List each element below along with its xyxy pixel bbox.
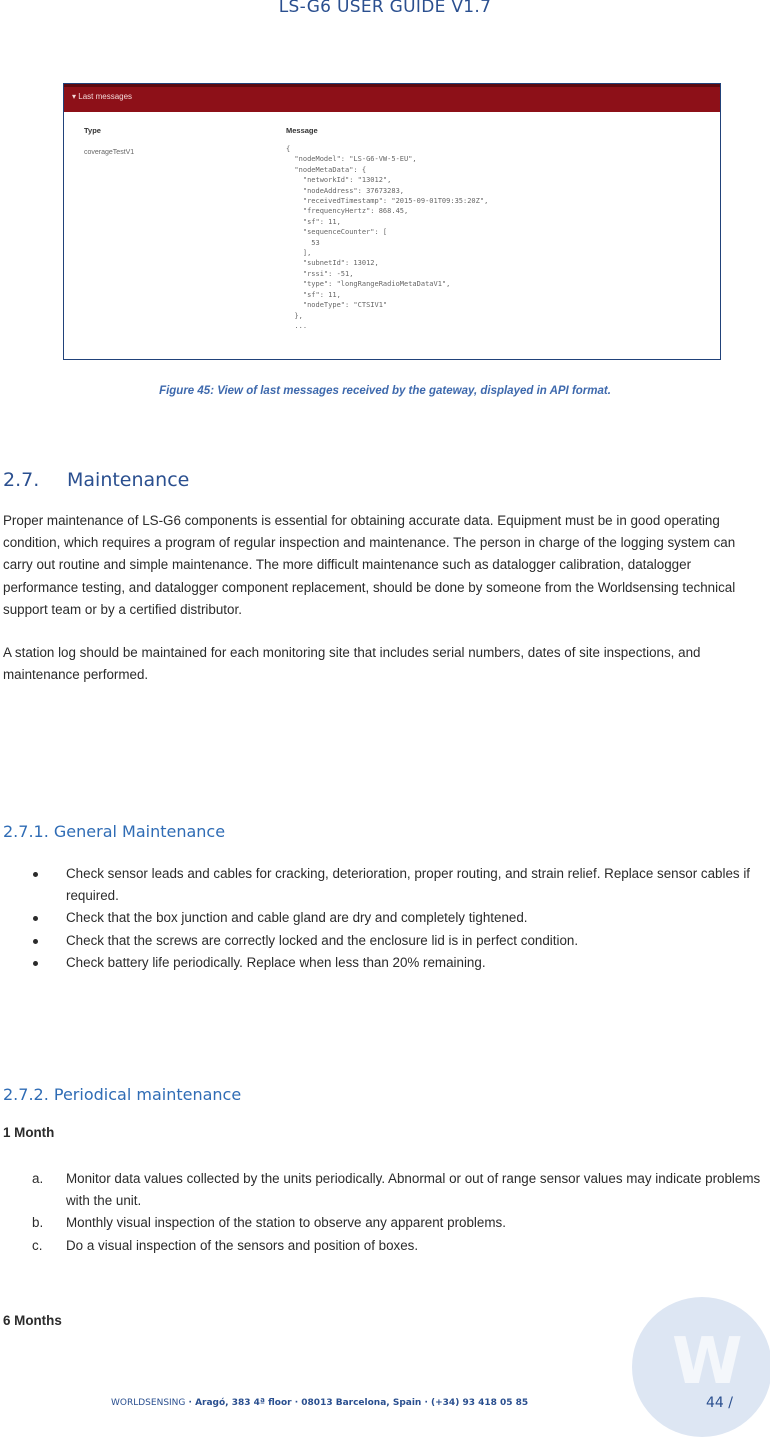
panel-title: Last messages (78, 92, 133, 101)
maintenance-paragraph-1: Proper maintenance of LS-G6 components is essential for obtaining accurate data. Equipment must be in good operating condition, which requires a program of regular inspection and maintenance. The person in charge of the logging system can carry out routine and simple maintenance. The more difficult maintenance such as datalogger calibration, datalogger performance testing, and datalogger component replacement, should be done by someone from the Worldsensing technical support team or by a certified distributor. (3, 513, 736, 617)
figure-caption: Figure 45: View of last messages received by the gateway, displayed in API format. (159, 385, 611, 397)
chevron-down-icon: ▾ (72, 92, 79, 101)
column-header-message: Message (286, 126, 318, 135)
subheading-1-month: 1 Month (3, 1125, 55, 1140)
message-json-cell: { "nodeModel": "LS-G6-VW-5-EU", "nodeMetaData": { "networkId": "13012", "nodeAddress": 37673283, "receivedTimestamp": "2015-09-01T09:35:20Z", "frequencyHertz": 868.45, "sf": 11, "sequenceCounter": [ 53 ], "subnetId": 13012, "rssi": -51, "type": "longRangeRadioMetaDataV1", "sf": 11, "nodeType": "CTSIV1" }, ... (286, 145, 489, 330)
section-title: Maintenance (67, 469, 190, 491)
maintenance-paragraph-2: A station log should be maintained for each monitoring site that includes serial numbers, dates of site inspections, and maintenance performed. (3, 645, 701, 683)
list-item: Check that the box junction and cable gland are dry and completely tightened. (0, 907, 760, 929)
list-item: Check sensor leads and cables for cracking, deterioration, proper routing, and strain relief. Replace sensor cables if required. (0, 863, 760, 907)
column-header-type: Type (84, 126, 101, 135)
footer-address: WORLDSENSING · Aragó, 383 4ª floor · 08013 Barcelona, Spain · (+34) 93 418 05 85 (111, 1398, 529, 1408)
list-item: a. Monitor data values collected by the units periodically. Abnormal or out of range sensor values may indicate problems with the unit. (32, 1171, 761, 1209)
page-number: 44 / (706, 1395, 733, 1411)
last-messages-panel-bar (64, 84, 720, 112)
list-item: b. Monthly visual inspection of the station to observe any apparent problems. (32, 1215, 506, 1231)
page-header-title: LS-G6 USER GUIDE V1.7 (278, 0, 492, 17)
api-messages-screenshot (63, 83, 721, 360)
message-type-cell: coverageTestV1 (84, 149, 135, 156)
list-item: Check battery life periodically. Replace when less than 20% remaining. (0, 952, 760, 974)
periodical-maintenance-list (0, 1168, 770, 1257)
section-heading-periodical-maintenance: 2.7.2. Periodical maintenance (3, 1085, 242, 1104)
section-heading-general-maintenance: 2.7.1. General Maintenance (3, 822, 226, 841)
section-heading-maintenance (3, 469, 189, 491)
list-item: c. Do a visual inspection of the sensors and position of boxes. (32, 1237, 419, 1253)
list-item: Check that the screws are correctly locked and the enclosure lid is in perfect condition. (0, 930, 760, 952)
worldsensing-logo-watermark (632, 1297, 770, 1437)
general-maintenance-list (0, 863, 760, 974)
subheading-6-months: 6 Months (3, 1313, 62, 1328)
logo-letter: W (672, 1325, 743, 1399)
section-number: 2.7. (3, 469, 40, 491)
